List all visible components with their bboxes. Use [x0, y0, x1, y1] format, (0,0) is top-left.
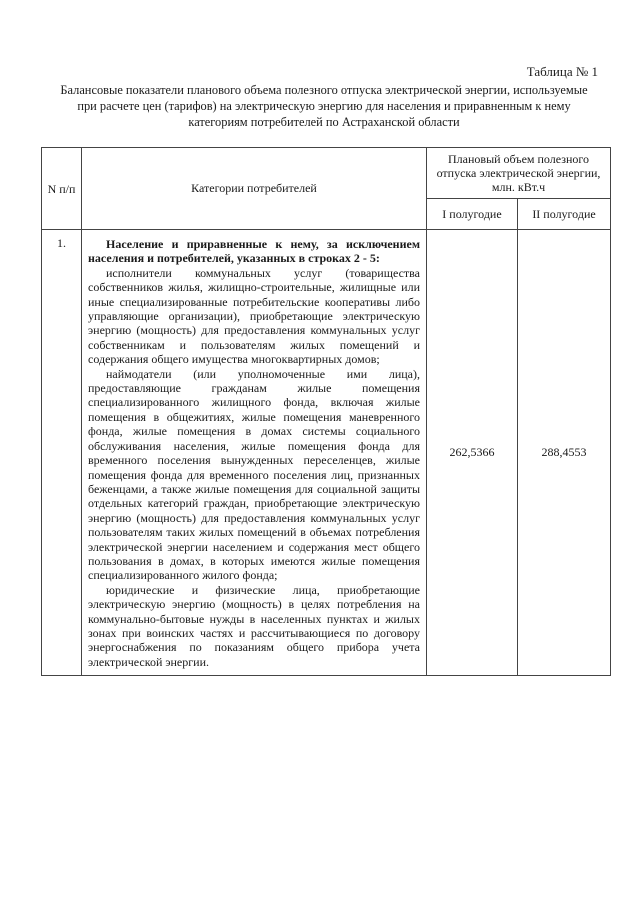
col-header-num: N п/п	[42, 148, 82, 230]
row-category-text	[82, 230, 427, 676]
row-paragraph: исполнители коммунальных услуг (товарищества собственников жилья, жилищно-строительные, жилищные или иные специализированные потребительские кооперативы либо управляющие организации), приобретающие электрическую энергию (мощность) для предоставления коммунальных услуг собственникам и пользователям жилых помещений и содержания общего имущества многоквартирных домов;	[88, 265, 420, 367]
col-header-volume: Плановый объем полезного отпуска электрической энергии, млн. кВт.ч	[427, 148, 611, 199]
row-number: 1.	[42, 230, 82, 676]
row-value-period2: 288,4553	[518, 230, 611, 676]
row-paragraph: юридические и физические лица, приобретающие электрическую энергию (мощность) в целях потребления на коммунально-бытовые нужды в населенных пунктах и жилых зонах при воинских частях и рассчитывающиеся по договору энергоснабжения по показаниям общего прибора учета электрической энергии.	[88, 582, 420, 669]
row-paragraph: наймодатели (или уполномоченные ими лица), предоставляющие гражданам жилые помещения специализированного жилищного фонда, включая жилые помещения в общежитиях, жилые помещения маневренного фонда, жилые помещения в домах системы социального обслуживания населения, жилые помещения фонда для временного поселения вынужденных переселенцев, жилые помещения фонда для временного поселения лиц, признанных беженцами, а также жилые помещения для социальной защиты отдельных категорий граждан, приобретающие электрическую энергию (мощность) для предоставления коммунальных услуг пользователям таких жилых помещений в объемах потребления электрической энергии населением и содержания мест общего пользования в домах, в которых имеются жилые помещения специализированного жилого фонда;	[88, 366, 420, 583]
document-heading: Балансовые показатели планового объема полезного отпуска электрической энергии, используемые при расчете цен (тарифов) на электрическую энергию для населения и приравненным к нему категориям потребителей по Астраханской области	[60, 83, 588, 129]
col-header-period2: II полугодие	[518, 199, 611, 230]
table-number: Таблица № 1	[526, 64, 598, 79]
col-header-category: Категории потребителей	[82, 148, 427, 230]
row-value-period1: 262,5366	[427, 230, 518, 676]
balance-table	[41, 147, 611, 676]
table-row	[42, 230, 611, 676]
col-header-period1: I полугодие	[427, 199, 518, 230]
header-row	[42, 148, 611, 199]
row-title: Население и приравненные к нему, за исключением населения и потребителей, указанных в строках 2 - 5:	[88, 237, 420, 266]
